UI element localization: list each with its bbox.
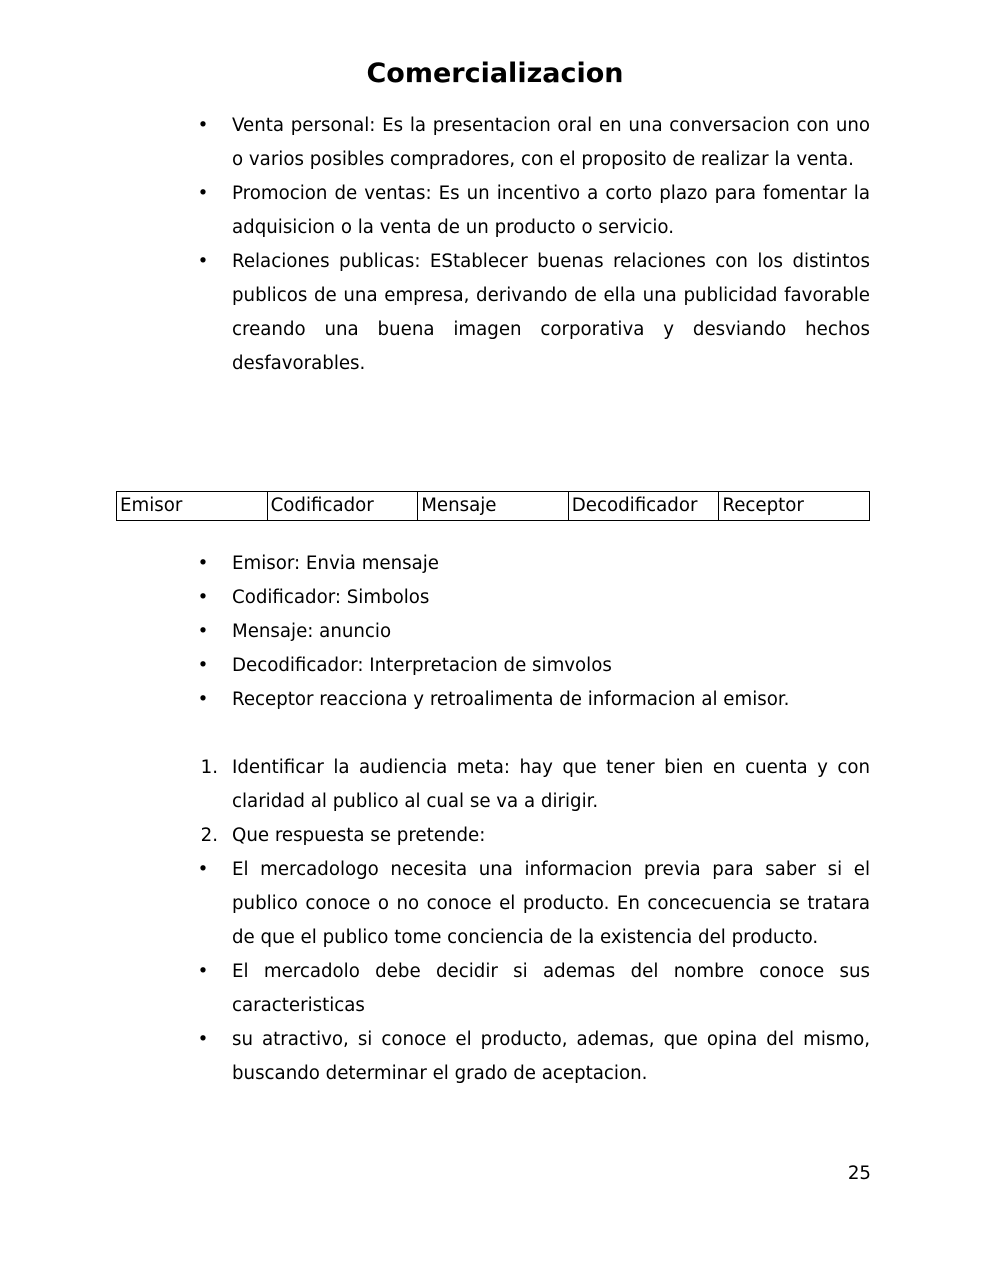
list-item-text: Relaciones publicas: EStablecer buenas relaciones con los distintos publicos de una empresa, derivando de ella una publicidad favorable creando una buena imagen corporativa y desviando hechos desfavorables. xyxy=(232,251,870,374)
communication-elements-list xyxy=(190,547,870,717)
bullet-marker: • xyxy=(197,961,209,982)
number-marker: 2. xyxy=(200,825,218,846)
list-item xyxy=(190,109,870,177)
list-item xyxy=(190,683,870,717)
list-item-text: Decodificador: Interpretacion de simvolos xyxy=(232,655,612,676)
list-item-text: Que respuesta se pretende: xyxy=(232,825,486,846)
bullet-marker: • xyxy=(197,655,209,676)
bullet-marker: • xyxy=(197,251,209,272)
table-cell-emisor: Emisor xyxy=(117,492,268,521)
table-cell-receptor: Receptor xyxy=(719,492,870,521)
list-item xyxy=(190,615,870,649)
list-item xyxy=(190,177,870,245)
list-item-text: Receptor reacciona y retroalimenta de informacion al emisor. xyxy=(232,689,790,710)
promotion-tools-list xyxy=(190,109,870,381)
bullet-marker: • xyxy=(197,621,209,642)
bullet-marker: • xyxy=(197,689,209,710)
list-item-text: su atractivo, si conoce el producto, ademas, que opina del mismo, buscando determinar el grado de aceptacion. xyxy=(232,1029,870,1084)
list-item xyxy=(190,581,870,615)
list-item xyxy=(190,819,870,853)
list-item-text: Venta personal: Es la presentacion oral en una conversacion con uno o varios posibles compradores, con el proposito de realizar la venta. xyxy=(232,115,870,170)
bullet-marker: • xyxy=(197,587,209,608)
list-item-text: Promocion de ventas: Es un incentivo a corto plazo para fomentar la adquisicion o la venta de un producto o servicio. xyxy=(232,183,870,238)
list-item-text: Codificador: Simbolos xyxy=(232,587,430,608)
list-item xyxy=(190,1023,870,1091)
list-item-text: El mercadologo necesita una informacion previa para saber si el publico conoce o no conoce el producto. En concecuencia se tratara de que el publico tome conciencia de la existencia del producto. xyxy=(232,859,870,948)
table-cell-mensaje: Mensaje xyxy=(418,492,569,521)
list-item-text: El mercadolo debe decidir si ademas del nombre conoce sus caracteristicas xyxy=(232,961,870,1016)
bullet-marker: • xyxy=(197,553,209,574)
table-cell-codificador: Codificador xyxy=(267,492,418,521)
page-number: 25 xyxy=(847,1163,871,1184)
communication-process-table xyxy=(116,491,870,521)
bullet-marker: • xyxy=(197,1029,209,1050)
steps-list xyxy=(190,751,870,1091)
table-cell-decodificador: Decodificador xyxy=(568,492,719,521)
bullet-marker: • xyxy=(197,183,209,204)
bullet-marker: • xyxy=(197,859,209,880)
page-title: Comercializacion xyxy=(366,58,624,89)
list-item xyxy=(190,955,870,1023)
list-item-text: Mensaje: anuncio xyxy=(232,621,392,642)
list-item xyxy=(190,547,870,581)
list-item xyxy=(190,245,870,381)
list-item xyxy=(190,751,870,819)
list-item-text: Identificar la audiencia meta: hay que tener bien en cuenta y con claridad al publico al cual se va a dirigir. xyxy=(232,757,870,812)
list-item xyxy=(190,853,870,955)
number-marker: 1. xyxy=(200,757,218,778)
table-row xyxy=(117,492,870,521)
list-item-text: Emisor: Envia mensaje xyxy=(232,553,439,574)
list-item xyxy=(190,649,870,683)
bullet-marker: • xyxy=(197,115,209,136)
